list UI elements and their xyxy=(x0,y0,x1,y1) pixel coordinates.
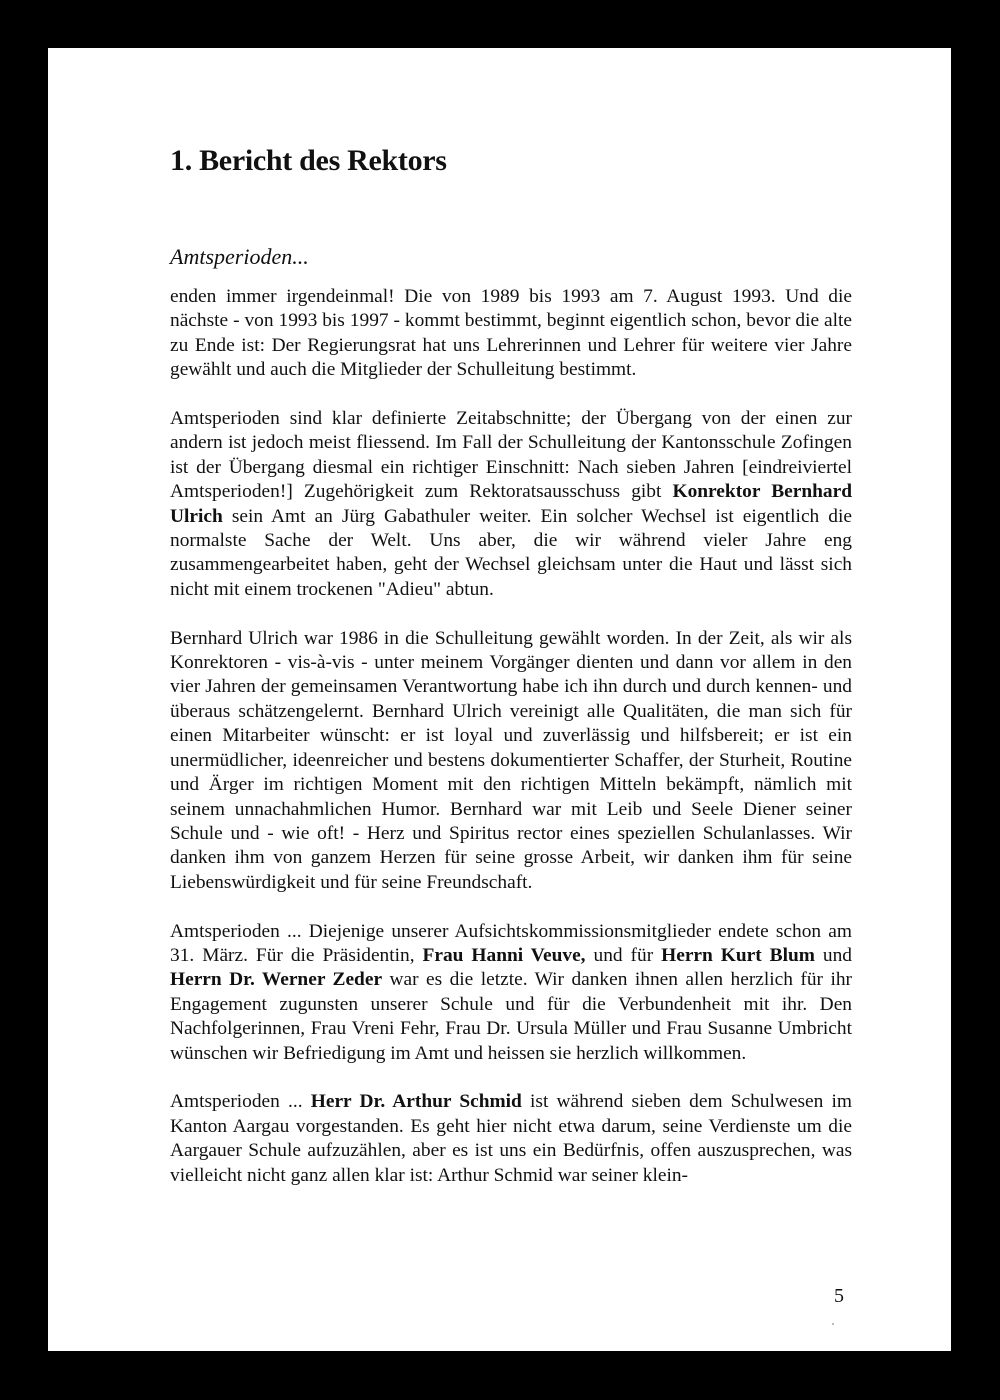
section-subheading: Amtsperioden... xyxy=(170,244,309,269)
page-number: 5 xyxy=(834,1285,844,1307)
paragraph xyxy=(170,285,852,383)
document-page xyxy=(48,48,951,1351)
bold-name-run: Herr Dr. Arthur Schmid xyxy=(310,1091,522,1113)
text-run: und xyxy=(814,944,852,966)
text-run: Amtsperioden sind klar definierte Zeitabschnitte; der Übergang von der einen zur andern ist jedoch meist fliessend. Im Fall der Schulleitung der Kantonsschule Zofingen ist der Übergang diesmal ein richtiger Einschnitt: Nach sieben Jahren [eindreiviertel Amtsperioden!] Zugehörigkeit zum Rektoratsausschuss gibt xyxy=(170,408,852,503)
paragraph xyxy=(170,627,852,895)
paragraph xyxy=(170,920,852,1066)
text-run: ist während sieben dem Schulwesen im Kanton Aargau vorgestanden. Es geht hier nicht etwa darum, seine Verdienste um die Aargauer Schule aufzuzählen, aber es ist uns ein Bedürfnis, offen auszusprechen, was vielleicht nicht ganz allen klar ist: Arthur Schmid war seiner klein- xyxy=(170,1091,852,1186)
text-run: sein Amt an Jürg Gabathuler weiter. Ein solcher Wechsel ist eigentlich die normalste Sache der Welt. Uns aber, die wir während vieler Jahre eng zusammengearbeitet haben, geht der Wechsel gleichsam unter die Haut und lässt sich nicht mit einem trockenen "Adieu" abtun. xyxy=(170,505,852,600)
bold-name-run: Konrektor Bernhard Ulrich xyxy=(170,481,853,527)
bold-name-run: Frau Hanni Veuve, xyxy=(422,944,586,966)
text-run: Amtsperioden ... xyxy=(170,1091,311,1113)
chapter-heading: 1. Bericht des Rektors xyxy=(170,144,447,177)
text-run: enden immer irgendeinmal! Die von 1989 bis 1993 am 7. August 1993. Und die nächste - von 1993 bis 1997 - kommt bestimmt, beginnt eigentlich schon, bevor die alte zu Ende ist: Der Regierungsrat hat uns Lehrerinnen und Lehrer für weitere vier Jahre gewählt und auch die Mitglieder der Schulleitung bestimmt. xyxy=(170,286,852,381)
paragraph xyxy=(170,407,852,602)
bold-name-run: Herrn Dr. Werner Zeder xyxy=(170,969,383,991)
bold-name-run: Herrn Kurt Blum xyxy=(661,944,815,966)
scan-speck xyxy=(832,1323,834,1325)
text-run: Bernhard Ulrich war 1986 in die Schulleitung gewählt worden. In der Zeit, als wir als Konrektoren - vis-à-vis - unter meinem Vorgänger dienten und dann vor allem in den vier Jahren der gemeinsamen Verantwortung habe ich ihn durch und durch kennen- und überaus schätzengelernt. Bernhard Ulrich vereinigt alle Qualitäten, die man sich für einen Mitarbeiter wünscht: er ist loyal und zuverlässig und hilfsbereit; er ist ein unermüdlicher, ideenreicher und bestens dokumentierter Schaffer, der Sturheit, Routine und Ärger im richtigen Moment mit den richtigen Mitteln bekämpft, nämlich mit seinem unnachahmlichen Humor. Bernhard war mit Leib und Seele Diener seiner Schule und - wie oft! - Herz und Spiritus rector eines speziellen Schulanlasses. Wir danken ihm von ganzem Herzen für seine grosse Arbeit, wir danken ihm für seine Liebenswürdigkeit und für seine Freundschaft. xyxy=(170,627,852,893)
text-run: und für xyxy=(585,944,662,966)
text-run: Amtsperioden ... Diejenige unserer Aufsichtskommissionsmitglieder endete schon am 31. März. Für die Präsidentin, xyxy=(170,920,852,966)
body-text xyxy=(170,285,852,1188)
paragraph xyxy=(170,1090,852,1188)
text-run: war es die letzte. Wir danken ihnen allen herzlich für ihr Engagement zugunsten unserer Schule und für die Verbundenheit mit ihr. Den Nachfolgerinnen, Frau Vreni Fehr, Frau Dr. Ursula Müller und Frau Susanne Umbricht wünschen wir Befriedigung im Amt und heissen sie herzlich willkommen. xyxy=(170,969,852,1064)
